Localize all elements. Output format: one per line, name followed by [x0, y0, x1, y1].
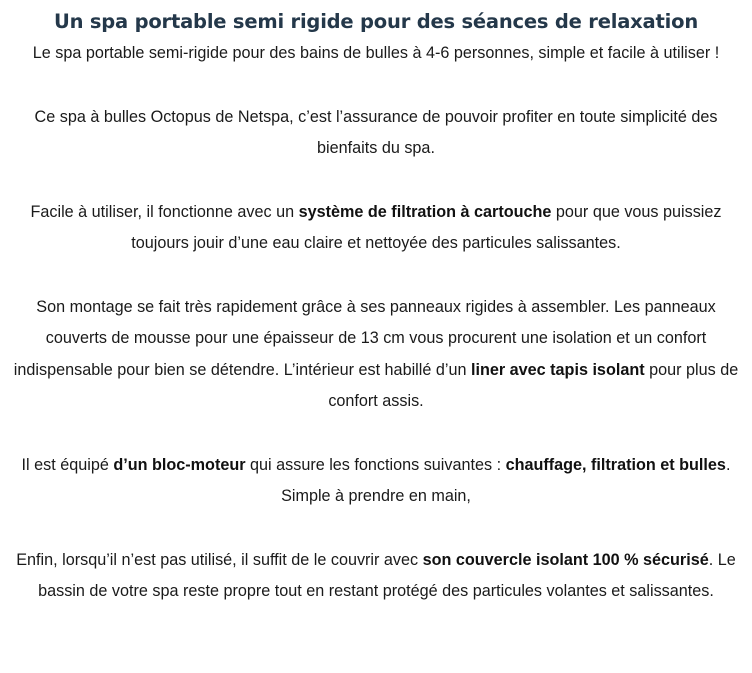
paragraph-octopus: Ce spa à bulles Octopus de Netspa, c’est l’assurance de pouvoir profiter en toute simplicité des bienfaits du spa.	[34, 107, 718, 157]
paragraph-assembly	[0, 292, 752, 418]
text-run: Facile à utiliser, il fonctionne avec un	[30, 202, 299, 221]
paragraph-motor	[0, 450, 752, 513]
text-run: qui assure les fonctions suivantes :	[245, 455, 506, 474]
text-run: Enfin, lorsqu’il n’est pas utilisé, il suffit de le couvrir avec	[16, 550, 423, 569]
text-run: . Simple à prendre en main,	[281, 455, 731, 505]
paragraph-intro: Le spa portable semi-rigide pour des bains de bulles à 4-6 personnes, simple et facile à utiliser !	[32, 44, 720, 62]
paragraph-cover	[0, 545, 752, 608]
bold-text: d’un bloc-moteur	[113, 455, 246, 474]
bold-text: système de filtration à cartouche	[298, 202, 552, 221]
bold-text: chauffage, filtration et bulles	[505, 455, 726, 474]
section-title: Un spa portable semi rigide pour des séances de relaxation	[53, 10, 699, 33]
bold-text: son couvercle isolant 100 % sécurisé	[422, 550, 709, 569]
text-run: Il est équipé	[21, 455, 114, 474]
text-run: pour plus de confort assis.	[328, 360, 739, 410]
text-run: . Le bassin de votre spa reste propre tout en restant protégé des particules volantes et salissantes.	[38, 550, 736, 600]
text-run: Son montage se fait très rapidement grâce à ses panneaux rigides à assembler. Les panneaux couverts de mousse pour une épaisseur de 13 cm vous procurent une isolation et un confort indispensable pour bien se détendre. L’intérieur est habillé d’un	[13, 297, 716, 379]
bold-text: liner avec tapis isolant	[470, 360, 645, 379]
paragraph-filtration	[0, 197, 752, 260]
text-run: pour que vous puissiez toujours jouir d’une eau claire et nettoyée des particules salissantes.	[131, 202, 722, 252]
